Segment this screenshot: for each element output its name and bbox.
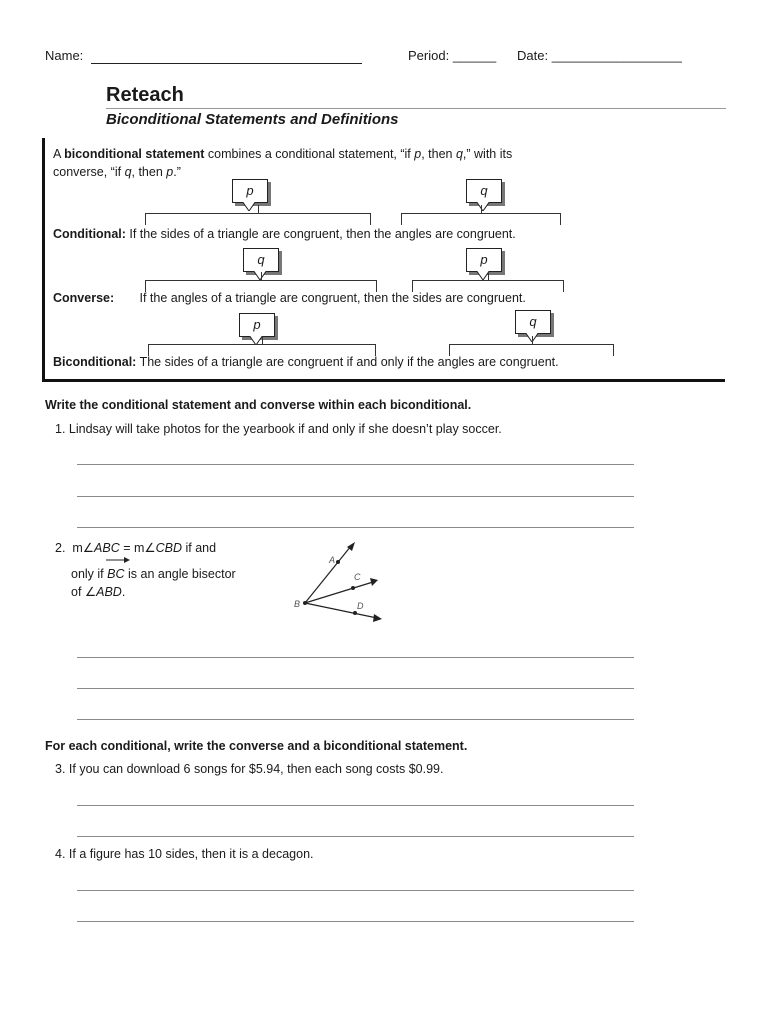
- def-q: q: [455, 147, 463, 161]
- angle-bisector-diagram: [285, 538, 395, 628]
- callout-label: q: [480, 183, 488, 198]
- period-label-text: Period:: [408, 48, 450, 63]
- q2-period: .: [121, 585, 126, 599]
- point-b-label: B: [294, 599, 301, 609]
- q2-abd: ABD: [96, 585, 122, 599]
- converse-example: [53, 291, 526, 305]
- callout-label: p: [246, 183, 254, 198]
- def-line2a: converse, “if: [53, 165, 125, 179]
- q2-abc: ABC: [94, 541, 120, 555]
- def-line2p: p: [166, 165, 174, 179]
- callout-conditional-q: [466, 179, 502, 203]
- point-a-label: A: [329, 555, 336, 565]
- answer-line-2c[interactable]: [77, 719, 634, 720]
- answer-line-3a[interactable]: [77, 805, 634, 806]
- callout-label: p: [253, 317, 261, 332]
- converse-text: If the angles of a triangle are congruent, then the sides are congruent.: [139, 291, 526, 305]
- def-part3: , then: [421, 147, 456, 161]
- definition-box-left-border: [42, 138, 45, 382]
- date-field[interactable]: __________________: [551, 48, 682, 63]
- callout-label: p: [480, 252, 488, 267]
- biconditional-example: [53, 355, 559, 369]
- bracket-conditional-p: [145, 213, 371, 225]
- q2-if-and: if and: [182, 541, 217, 555]
- answer-line-2a[interactable]: [77, 657, 634, 658]
- question-2-number: 2.: [55, 541, 66, 555]
- period-field[interactable]: ______: [452, 48, 497, 63]
- callout-label: q: [529, 314, 537, 329]
- answer-line-1c[interactable]: [77, 527, 634, 528]
- callout-converse-p: [466, 248, 502, 272]
- conditional-text: If the sides of a triangle are congruent, then the angles are congruent.: [129, 227, 516, 241]
- q2-cbd: CBD: [155, 541, 182, 555]
- ray-bc: [107, 563, 124, 585]
- conditional-example: [53, 227, 516, 241]
- section2-instruction: For each conditional, write the converse and a biconditional statement.: [45, 739, 468, 753]
- callout-biconditional-p: [239, 313, 275, 337]
- def-part4: ,” with its: [462, 147, 513, 161]
- callout-biconditional-q: [515, 310, 551, 334]
- question-2-line1: [55, 537, 236, 559]
- date-label-text: Date:: [517, 48, 549, 63]
- callout-conditional-p: [232, 179, 268, 203]
- callout-converse-q: [243, 248, 279, 272]
- bracket-conditional-q: [401, 213, 561, 225]
- q2-equals: = m∠: [119, 541, 156, 555]
- answer-line-2b[interactable]: [77, 688, 634, 689]
- callout-pointer-icon: [253, 270, 267, 280]
- point-d-label: D: [357, 601, 364, 611]
- q2-bc: BC: [107, 567, 125, 581]
- def-line2c: .”: [173, 165, 181, 179]
- name-label: Name:: [45, 48, 84, 63]
- section1-instruction: Write the conditional statement and converse within each biconditional.: [45, 398, 472, 412]
- callout-label: q: [257, 252, 265, 267]
- def-line2q: q: [124, 165, 132, 179]
- answer-line-1b[interactable]: [77, 496, 634, 497]
- answer-line-1a[interactable]: [77, 464, 634, 465]
- name-field[interactable]: [91, 63, 362, 64]
- ray-arrow-icon: [106, 556, 130, 564]
- callout-pointer-icon: [242, 201, 256, 211]
- answer-line-4a[interactable]: [77, 890, 634, 891]
- def-part2: combines a conditional statement, “if: [204, 147, 415, 161]
- biconditional-text: The sides of a triangle are congruent if and only if the angles are congruent.: [139, 355, 559, 369]
- definition-box-bottom-border: [42, 379, 725, 382]
- title-rule: [106, 108, 726, 109]
- question-2: [55, 537, 236, 603]
- biconditional-label: Biconditional:: [53, 355, 137, 369]
- q2-bisector: is an angle bisector: [124, 567, 236, 581]
- period-label: [408, 48, 496, 63]
- point-c-label: C: [354, 572, 361, 582]
- date-label: [517, 48, 682, 63]
- def-term: biconditional statement: [64, 147, 205, 161]
- definition-text: [53, 145, 613, 181]
- conditional-label: Conditional:: [53, 227, 126, 241]
- answer-line-4b[interactable]: [77, 921, 634, 922]
- question-3: 3. If you can download 6 songs for $5.94, then each song costs $0.99.: [55, 762, 444, 776]
- question-1: 1. Lindsay will take photos for the yearbook if and only if she doesn’t play soccer.: [55, 422, 502, 436]
- def-line2b: , then: [131, 165, 167, 179]
- def-p: p: [414, 147, 422, 161]
- q2-only-if: only if: [71, 567, 108, 581]
- question-4: 4. If a figure has 10 sides, then it is a decagon.: [55, 847, 314, 861]
- q2-of-angle: of ∠: [71, 585, 97, 599]
- callout-pointer-icon: [476, 201, 490, 211]
- def-part1: A: [53, 147, 65, 161]
- converse-label: Converse:: [53, 291, 115, 305]
- page-title: Reteach: [106, 84, 184, 106]
- q2-m-angle: m∠: [72, 541, 95, 555]
- page-subtitle: Biconditional Statements and Definitions: [106, 111, 399, 128]
- answer-line-3b[interactable]: [77, 836, 634, 837]
